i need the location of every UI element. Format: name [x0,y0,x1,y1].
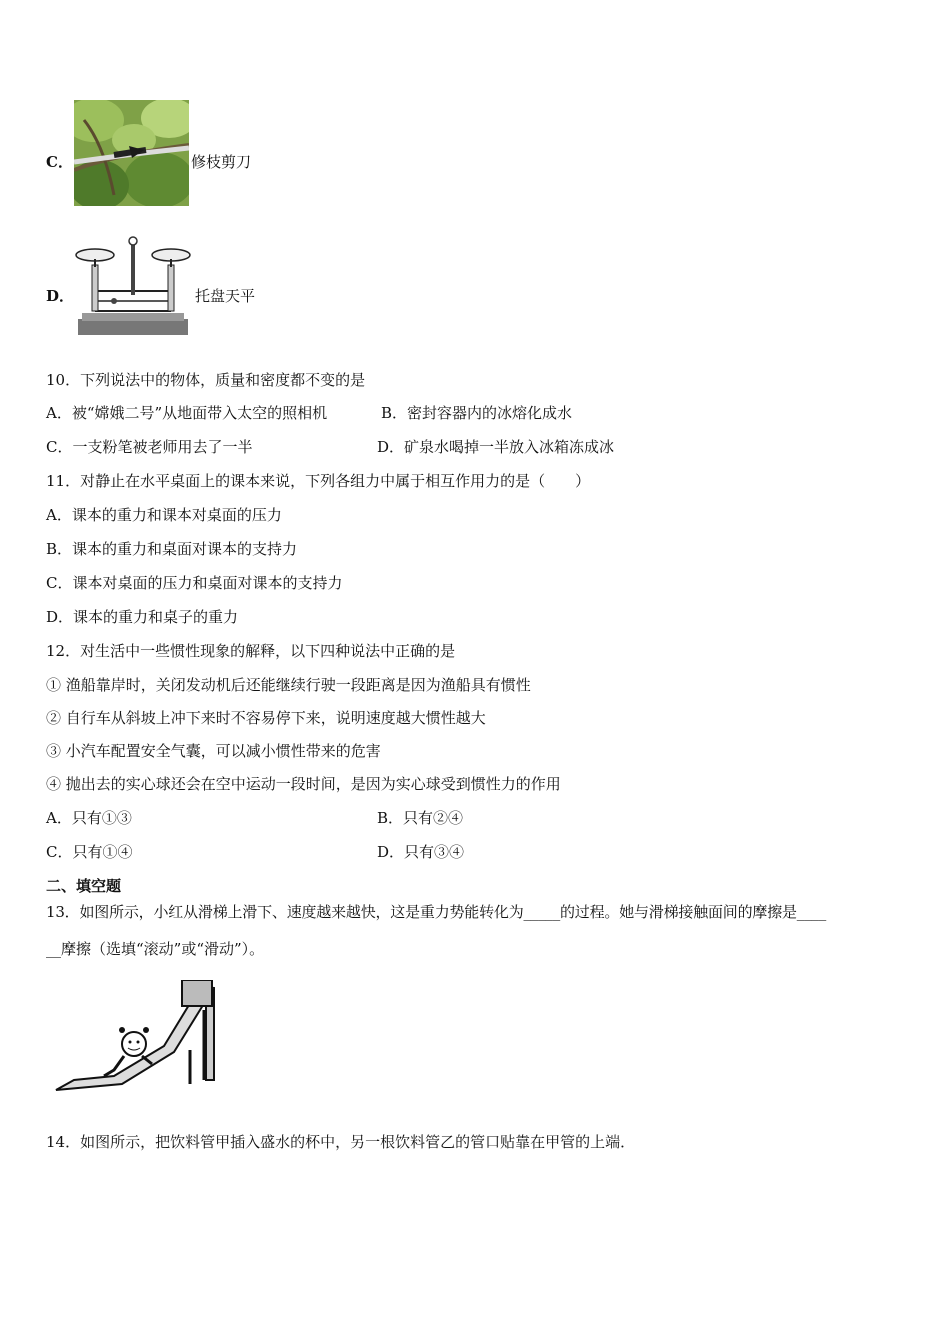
q10-stem: 10．下列说法中的物体，质量和密度都不变的是 [46,371,366,389]
q10-option-a: A．被“嫦娥二号”从地面带入太空的照相机 [46,404,328,422]
q12-option-c: C．只有①④ [46,843,133,861]
option-d-letter: D． [46,287,75,305]
q10-option-d: D．矿泉水喝掉一半放入冰箱冻成冰 [377,438,615,456]
q12-option-a: A．只有①③ [46,809,132,827]
q11-option-d: D．课本的重力和桌子的重力 [46,608,239,626]
q12-option-d: D．只有③④ [377,843,465,861]
q11-option-b: B．课本的重力和桌面对课本的支持力 [46,540,298,558]
q12-stem: 12．对生活中一些惯性现象的解释，以下四种说法中正确的是 [46,642,456,660]
q12-option-b: B．只有②④ [377,809,464,827]
q13-line-1: 13．如图所示，小红从滑梯上滑下、速度越来越快，这是重力势能转化为_____的过程。她与滑梯接触面间的摩擦是____ [46,903,826,921]
q11-option-a: A．课本的重力和课本对桌面的压力 [46,506,282,524]
q13-line-2: __摩擦（选填“滚动”或“滑动”）。 [46,940,265,958]
option-c-letter: C． [46,153,73,171]
q10-option-c: C．一支粉笔被老师用去了一半 [46,438,253,456]
q12-statement-1: ① 渔船靠岸时，关闭发动机后还能继续行驶一段距离是因为渔船具有惯性 [46,676,531,694]
q11-option-c: C．课本对桌面的压力和桌面对课本的支持力 [46,574,343,592]
q14-stem: 14．如图所示，把饮料管甲插入盛水的杯中，另一根饮料管乙的管口贴靠在甲管的上端． [46,1133,636,1151]
slide-illustration [54,980,216,1092]
q10-option-b: B．密封容器内的冰熔化成水 [381,404,573,422]
q12-statement-4: ④ 抛出去的实心球还会在空中运动一段时间，是因为实心球受到惯性力的作用 [46,775,561,793]
q11-stem: 11．对静止在水平桌面上的课本来说，下列各组力中属于相互作用力的是（ ） [46,472,591,490]
section-title: 二、填空题 [46,877,122,895]
pruning-shears-photo [74,100,189,206]
q12-statement-2: ② 自行车从斜坡上冲下来时不容易停下来，说明速度越大惯性越大 [46,709,486,727]
balance-scale-image [74,233,192,337]
q12-statement-3: ③ 小汽车配置安全气囊，可以减小惯性带来的危害 [46,742,381,760]
option-d-label: 托盘天平 [195,287,256,305]
option-c-label: 修枝剪刀 [191,153,252,171]
